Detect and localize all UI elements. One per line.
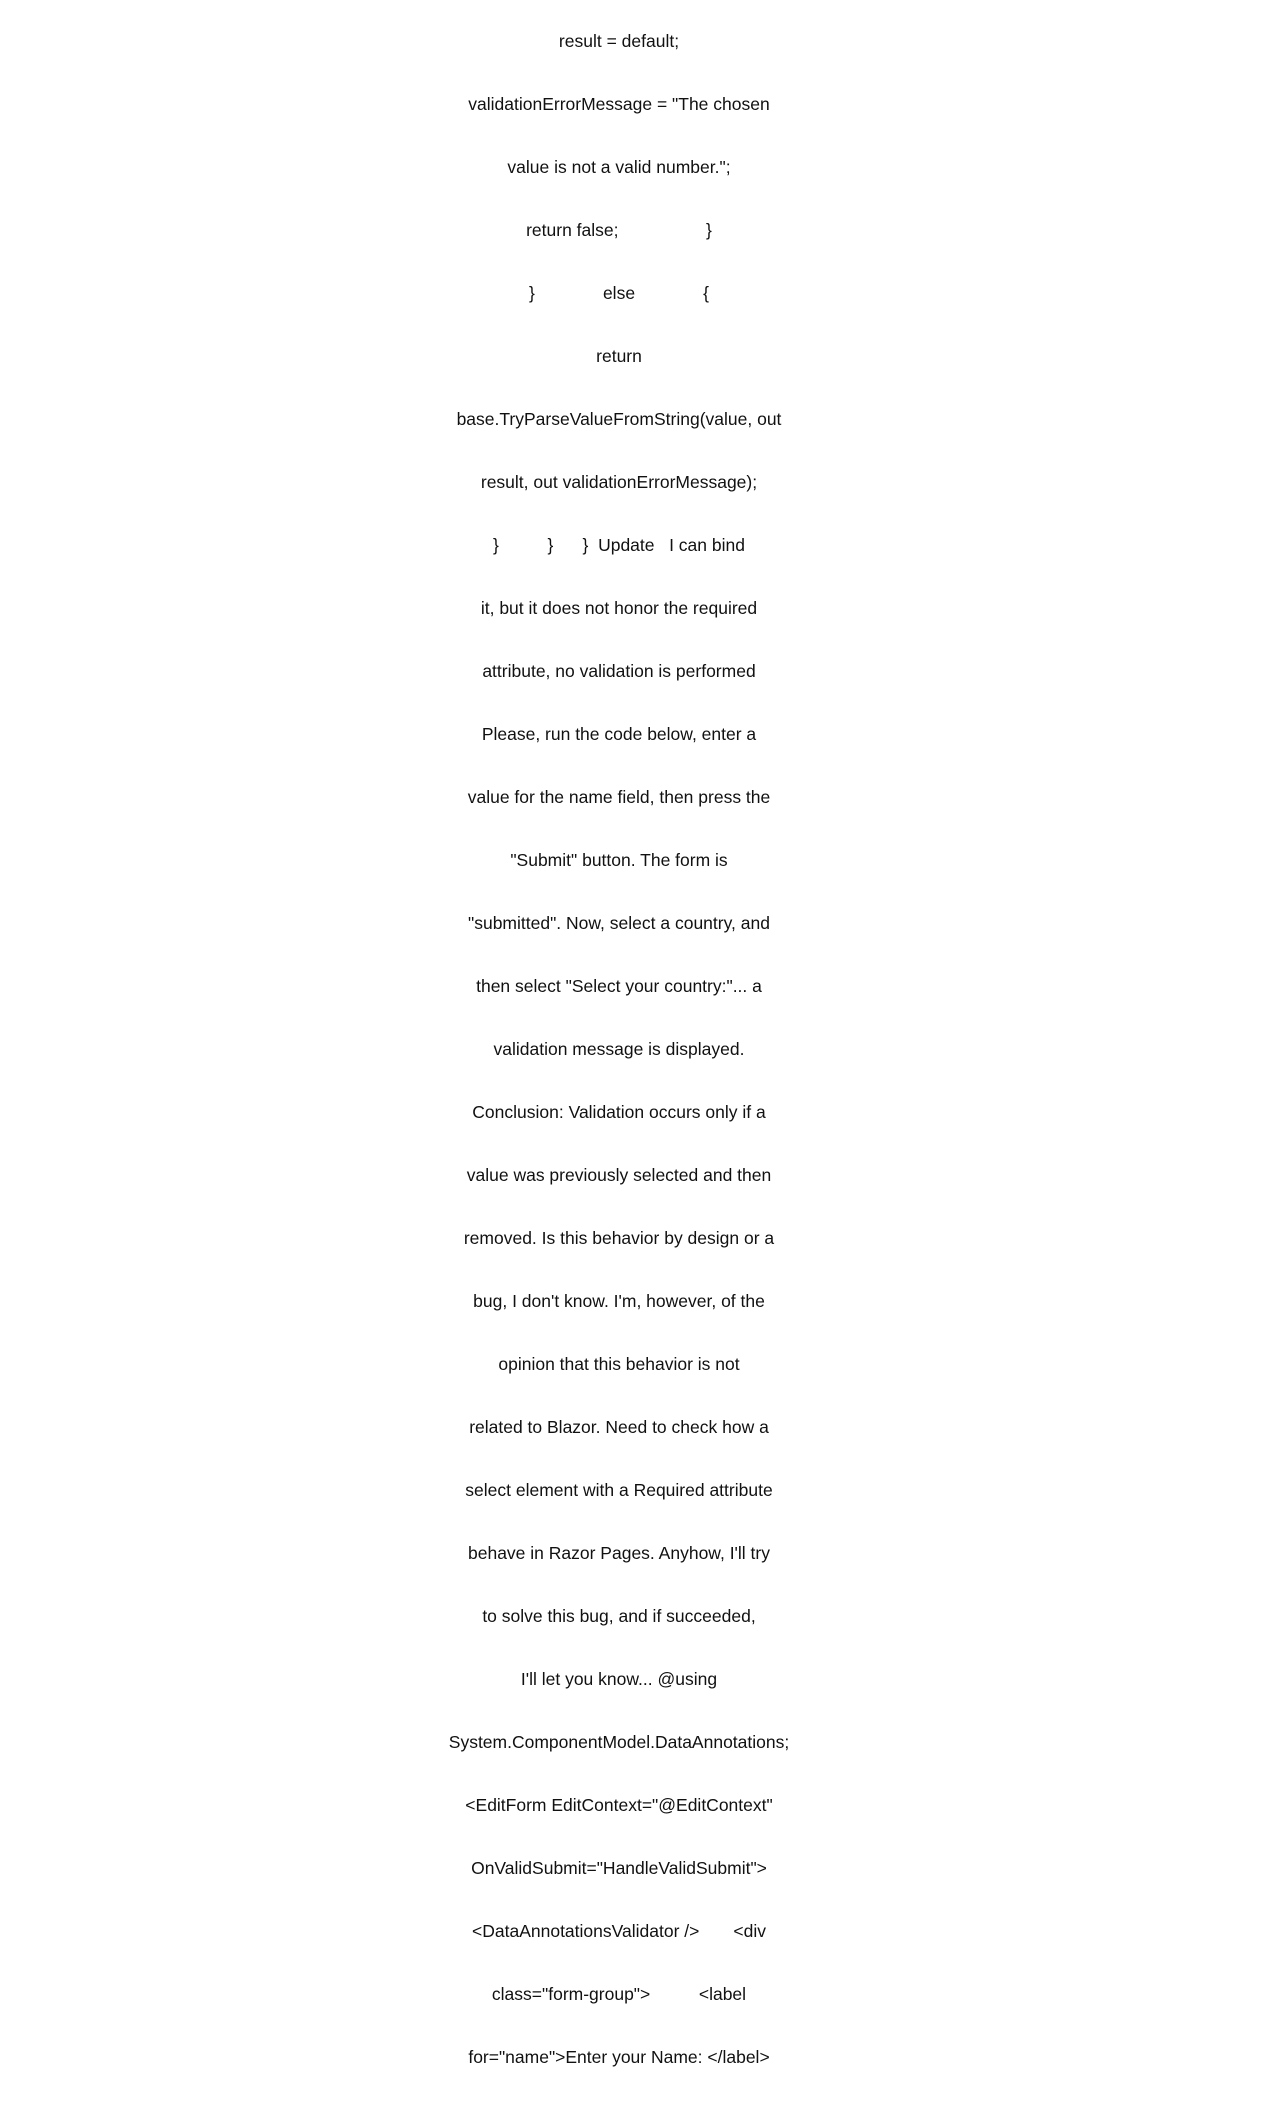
text-line: return [596,346,642,366]
text-line: Please, run the code below, enter a [481,724,757,744]
text-line: it, but it does not honor the required [480,598,758,618]
text-line: value was previously selected and then [466,1165,772,1185]
text-line: } } } Update I can bind [493,535,745,555]
text-line: validation message is displayed. [493,1039,745,1059]
text-line: base.TryParseValueFromString(value, out [456,409,782,429]
text-line: for="name">Enter your Name: </label> [468,2047,770,2067]
text-line: value is not a valid number."; [507,157,731,177]
text-line: select element with a Required attribute [465,1480,773,1500]
text-line: <DataAnnotationsValidator /> <div [472,1921,766,1941]
text-line: return false; } [526,220,712,240]
document-text-column [440,0,798,2067]
document-body-text [440,0,798,2110]
text-line: result, out validationErrorMessage); [480,472,758,492]
text-line: related to Blazor. Need to check how a [469,1417,769,1437]
text-line: behave in Razor Pages. Anyhow, I'll try [468,1543,770,1563]
text-line: class="form-group"> <label [491,1984,747,2004]
text-line: value for the name field, then press the [467,787,771,807]
text-line: result = default; [558,31,680,51]
text-line: then select "Select your country:"... a [476,976,762,996]
text-line: I'll let you know... @using [520,1669,718,1689]
text-line: OnValidSubmit="HandleValidSubmit"> [471,1858,767,1878]
text-line: opinion that this behavior is not [498,1354,740,1374]
text-line: "submitted". Now, select a country, and [468,913,770,933]
text-line: attribute, no validation is performed [482,661,756,681]
text-line: <EditForm EditContext="@EditContext" [465,1795,773,1815]
text-line: System.ComponentModel.DataAnnotations; [448,1732,790,1752]
text-line: } else { [529,283,709,303]
text-line: removed. Is this behavior by design or a [463,1228,775,1248]
text-line: to solve this bug, and if succeeded, [482,1606,756,1626]
text-line: validationErrorMessage = "The chosen [468,94,770,114]
text-line: bug, I don't know. I'm, however, of the [473,1291,765,1311]
text-line: Conclusion: Validation occurs only if a [472,1102,766,1122]
text-line: "Submit" button. The form is [510,850,728,870]
